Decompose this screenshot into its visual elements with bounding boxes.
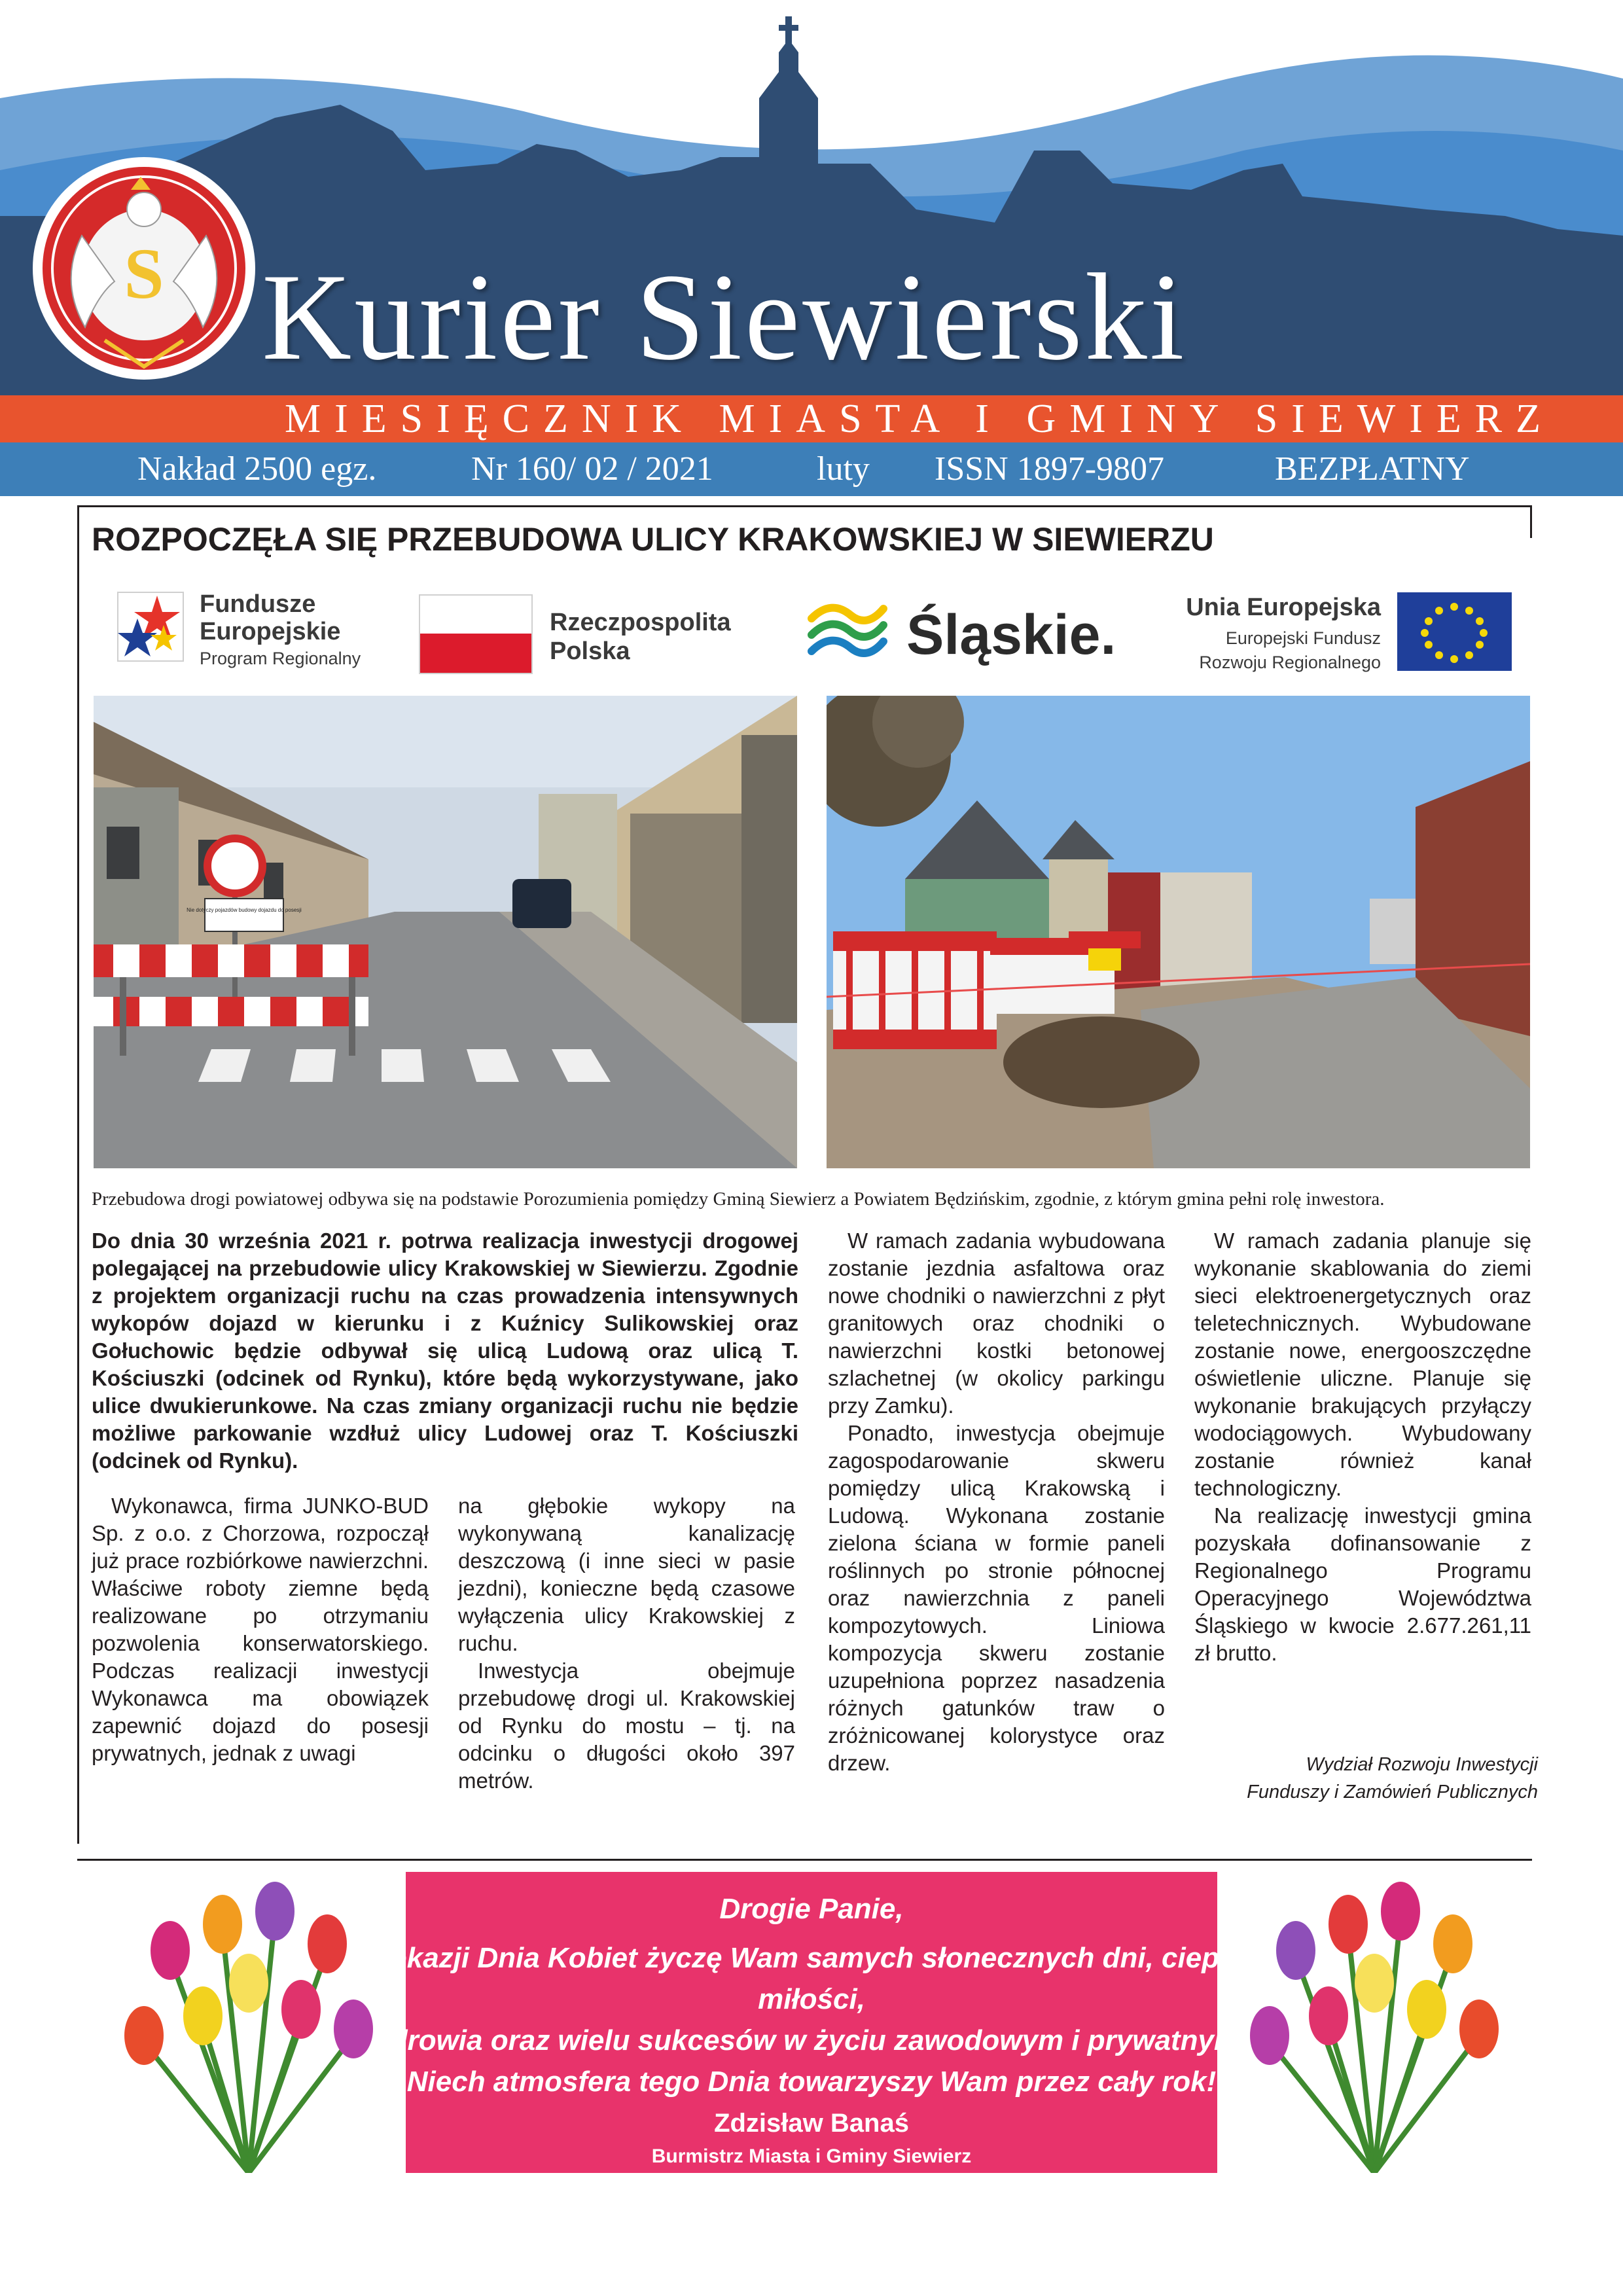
article-column-4 xyxy=(1194,1227,1531,1667)
price: BEZPŁATNY xyxy=(1275,450,1470,488)
column-4-paragraph-2: Na realizację inwestycji gmina pozyskała dofinansowanie z Regionalnego Programu Operacyjnego Województwa Śląskiego w kwocie 2.677.261,11 zł brutto. xyxy=(1194,1503,1531,1665)
eu-flag-icon xyxy=(1397,592,1512,671)
fe-line2: Europejskie xyxy=(200,618,341,645)
column-3-paragraph-1: W ramach zadania wybudowana zostanie jezdnia asfaltowa oraz nowe chodniki o nawierzchni z płyt granitowych oraz chodniki o nawierzchni kostki betonowej szlachetnej (w okolicy parkingu przy Zamku). xyxy=(828,1229,1165,1418)
ue-line1: Unia Europejska xyxy=(1186,594,1381,621)
fe-line1: Fundusze xyxy=(200,590,316,618)
article-headline: ROZPOCZĘŁA SIĘ PRZEBUDOWA ULICY KRAKOWSKIEJ W SIEWIERZU xyxy=(92,521,1214,558)
circulation: Nakład 2500 egz. xyxy=(137,450,377,488)
emblem-letter: S xyxy=(124,234,164,314)
article-lead: Do dnia 30 września 2021 r. potrwa realizacja inwestycji drogowej polegającej na przebudowie ulicy Krakowskiej w Siewierzu. Zgodnie z projektem organizacji ruchu na czas prowadzenia intensywnych wykopów dojazd w kierunku i z Kuźnicy Sulikowskiej oraz Gołuchowic będzie odbywał się ulicą Ludową oraz ulicą T. Kościuszki (odcinek od Rynku), które będą wykorzystywane, jako ulice dwukierunkowe. Na czas zmiany organizacji ruchu nie będzie możliwe parkowanie wzdłuż ulicy Ludowej oraz T. Kościuszki (odcinek od Rynku). xyxy=(92,1229,798,1473)
frame-bottom xyxy=(77,1859,1532,1861)
issue-month: luty xyxy=(817,450,870,488)
photo-excavation xyxy=(827,696,1530,1168)
article-column-2 xyxy=(458,1492,795,1795)
rp-line1: Rzeczpospolita xyxy=(550,609,731,636)
sign-plate-text: Nie dotyczy pojazdów budowy dojazdu do posesji xyxy=(187,907,302,913)
fe-stars-icon xyxy=(111,586,190,668)
banner-line-3: Niech atmosfera tego Dnia towarzyszy Wam przez cały rok! xyxy=(406,2066,1217,2098)
article-column-1 xyxy=(92,1492,429,1767)
banner-line-1: Z okazji Dnia Kobiet życzę Wam samych słonecznych dni, ciepła i miłości, xyxy=(363,1942,1260,2015)
frame-top xyxy=(77,505,1532,507)
signature-line-1: Wydział Rozwoju Inwestycji xyxy=(1306,1754,1538,1775)
banner-wishes xyxy=(340,1888,1283,2102)
column-2-paragraph-2: Inwestycja obejmuje przebudowę drogi ul. Krakowskiej od Rynku do mostu – tj. na odcinku o długości około 397 metrów. xyxy=(458,1659,795,1793)
article-signature xyxy=(1198,1751,1538,1806)
slaskie-wordmark: Śląskie. xyxy=(906,603,1116,666)
column-3-paragraph-2: Ponadto, inwestycja obejmuje zagospodarowanie skweru pomiędzy ulicą Krakowską i Ludową. Wykonana zostanie zielona ściana w formie paneli roślinnych po stronie północnej oraz nawierzchnia z paneli kompozytowych. Liniowa kompozycja skweru zostanie uzupełniona poprzez nasadzenia różnych gatunków traw o zróżnicowanej kolorystyce oraz drzew. xyxy=(828,1421,1165,1775)
issue-info-bar xyxy=(0,442,1623,496)
article-column-3 xyxy=(828,1227,1165,1777)
column-2-paragraph-1: na głębokie wykopy na wykonywaną kanalizację deszczową (i inne sieci w pasie jezdni), konieczne będą czasowe wyłączenia ulicy Krakowskiej z ruchu. xyxy=(458,1494,795,1655)
banner-author-role: Burmistrz Miasta i Gminy Siewierz xyxy=(651,2145,972,2167)
subtitle-bar xyxy=(0,395,1623,442)
photo-street-barrier xyxy=(94,696,797,1168)
subtitle-text: MIESIĘCZNIK MIASTA I GMINY SIEWIERZ xyxy=(284,397,1555,441)
newspaper-title: Kurier Siewierski xyxy=(262,249,1187,386)
photo-caption: Przebudowa drogi powiatowej odbywa się na podstawie Porozumienia pomiędzy Gminą Siewierz a Powiatem Będzińskim, zgodnie, z którym gmina pełni rolę inwestora. xyxy=(92,1189,1385,1210)
polish-flag-icon xyxy=(419,594,533,674)
column-1-paragraph: Wykonawca, firma JUNKO-BUD Sp. z o.o. z Chorzowa, rozpoczął już prace rozbiórkowe nawierzchni. Właściwe roboty ziemne będą realizowane po otrzymaniu pozwolenia konserwatorskiego. Podczas realizacji inwestycji Wykonawca ma obowiązek zapewnić dojazd do posesji prywatnych, jednak z uwagi xyxy=(92,1494,429,1765)
banner-author-name: Zdzisław Banaś xyxy=(714,2109,909,2138)
column-4-paragraph-1: W ramach zadania planuje się wykonanie skablowania do ziemi sieci elektroenergetycznych oraz teletechnicznych. Wybudowane zostanie nowe, energooszczędne oświetlenie uliczne. Planuje się wykonanie brakujących przyłączy wodociągowych. Wybudowany zostanie również kanał technologiczny. xyxy=(1194,1229,1531,1500)
issue-number: Nr 160/ 02 / 2021 xyxy=(471,450,713,488)
fe-line3: Program Regionalny xyxy=(200,649,361,668)
slaskie-waves-icon xyxy=(805,592,890,671)
ue-line3: Rozwoju Regionalnego xyxy=(1199,653,1381,672)
signature-line-2: Funduszy i Zamówień Publicznych xyxy=(1247,1782,1538,1803)
rp-line2: Polska xyxy=(550,637,630,665)
banner-greeting: Drogie Panie, xyxy=(719,1893,904,1925)
ue-line2: Europejski Fundusz xyxy=(1225,628,1381,648)
logo-fundusze-europejskie xyxy=(105,583,366,674)
issn: ISSN 1897-9807 xyxy=(935,450,1165,488)
banner-line-2: zdrowia oraz wielu sukcesów w życiu zawodowym i prywatnym. xyxy=(375,2024,1248,2056)
frame-left xyxy=(77,505,79,1844)
